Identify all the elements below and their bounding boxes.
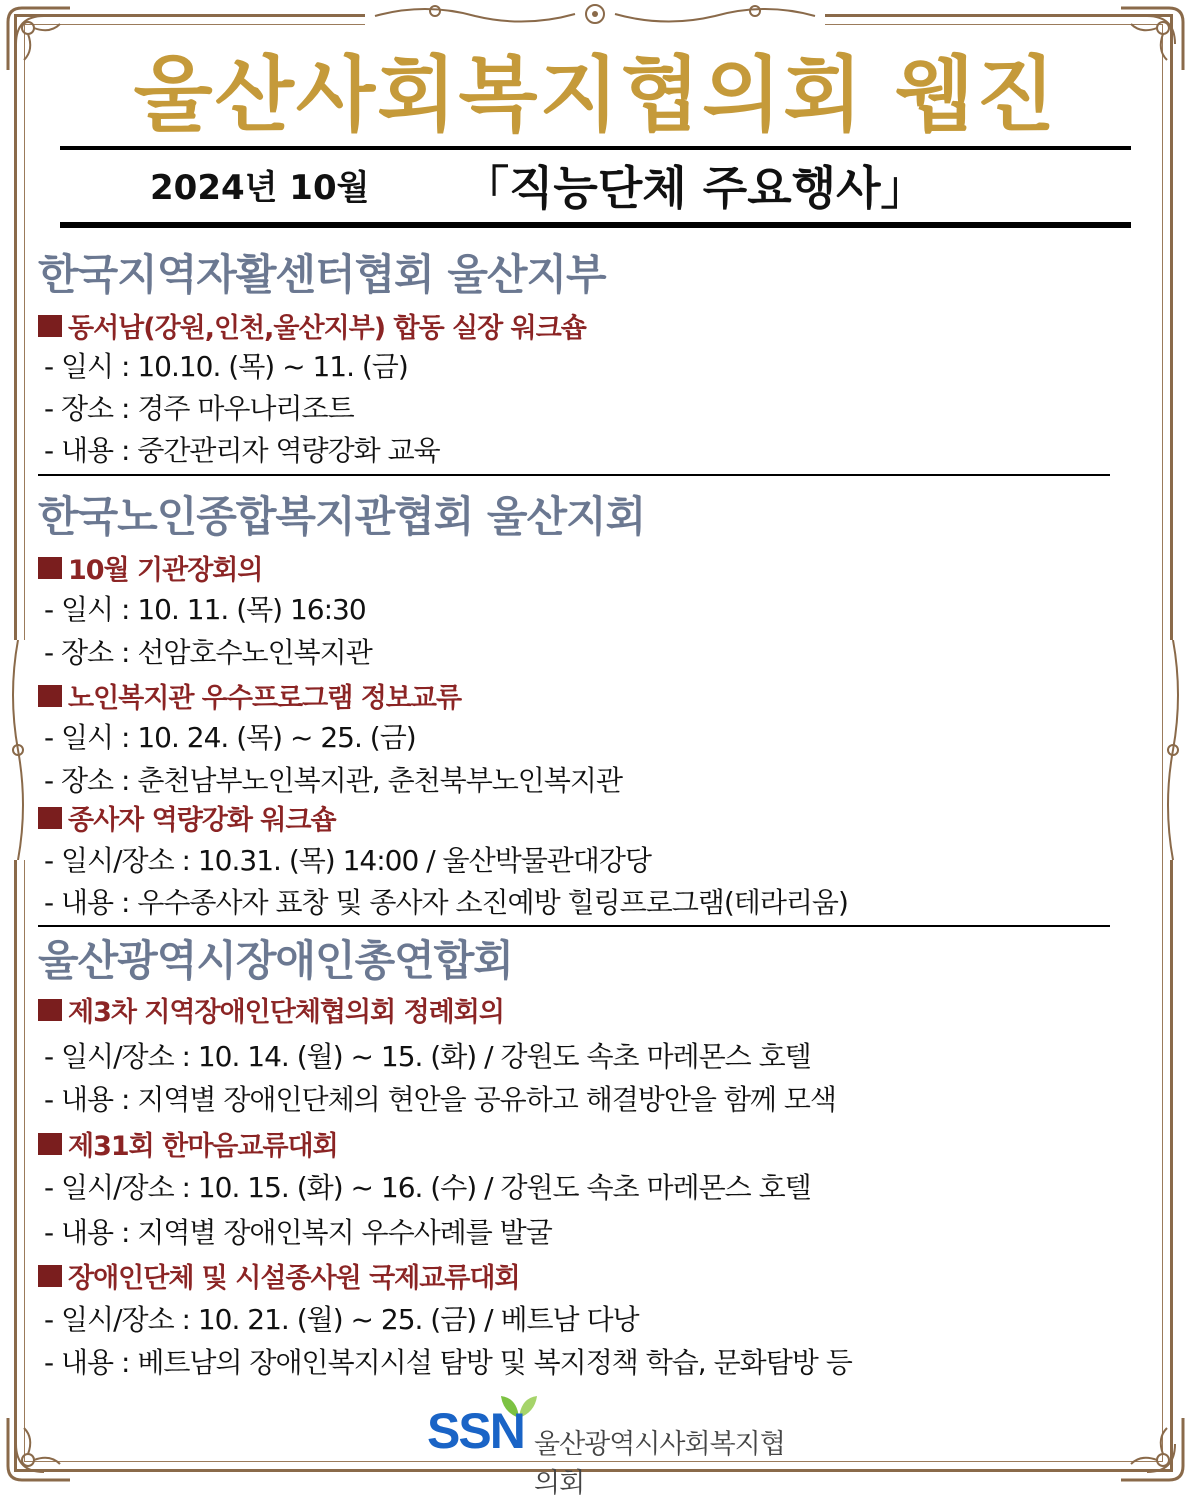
event-title [38, 1256, 520, 1295]
event-title-text: 장애인단체 및 시설종사원 국제교류대회 [68, 1263, 520, 1294]
event-detail: - 장소 : 선암호수노인복지관 [44, 636, 372, 669]
bullet-square-icon [38, 1265, 62, 1287]
bullet-square-icon [38, 1133, 62, 1155]
issue-date: 2024년 10월 [150, 168, 370, 208]
issue-topic: 「직능단체 주요행사」 [463, 161, 927, 215]
logo-org-name: 울산광역시사회복지협의회 [534, 1429, 785, 1499]
event-title-text: 종사자 역량강화 워크숍 [68, 805, 336, 836]
event-title [38, 306, 586, 345]
header-rule-top [60, 146, 1131, 150]
event-detail: - 일시 : 10. 11. (목) 16:30 [44, 593, 366, 626]
event-detail: - 내용 : 지역별 장애인복지 우수사례를 발굴 [44, 1216, 552, 1249]
section-title: 한국노인종합복지관협회 울산지회 [38, 492, 646, 541]
event-title [38, 548, 262, 587]
event-detail: - 일시 : 10. 24. (목) ~ 25. (금) [44, 721, 416, 754]
section-divider [38, 474, 1110, 476]
logo-abbreviation: SSN [427, 1403, 524, 1459]
event-detail: - 일시/장소 : 10. 14. (월) ~ 15. (화) / 강원도 속초 마레몬스 호텔 [44, 1040, 811, 1073]
event-title [38, 676, 461, 715]
page-title: 울산사회복지협의회 웹진 [133, 48, 1058, 143]
event-detail: - 내용 : 우수종사자 표창 및 종사자 소진예방 힐링프로그램(테라리움) [44, 886, 848, 919]
event-title-text: 제3차 지역장애인단체협의회 정례회의 [68, 997, 504, 1028]
organization-logo [427, 1392, 807, 1499]
bullet-square-icon [38, 807, 62, 829]
event-title-text: 동서남(강원,인천,울산지부) 합동 실장 워크숍 [68, 313, 586, 344]
section-title: 울산광역시장애인총연합회 [38, 936, 513, 985]
bullet-square-icon [38, 999, 62, 1021]
bullet-square-icon [38, 685, 62, 707]
event-detail: - 일시/장소 : 10. 21. (월) ~ 25. (금) / 베트남 다낭 [44, 1303, 639, 1336]
bullet-square-icon [38, 315, 62, 337]
event-title-text: 제31회 한마음교류대회 [68, 1131, 338, 1162]
section-divider [38, 925, 1110, 927]
event-detail: - 내용 : 베트남의 장애인복지시설 탐방 및 복지정책 학습, 문화탐방 등 [44, 1346, 852, 1379]
event-detail: - 내용 : 지역별 장애인단체의 현안을 공유하고 해결방안을 함께 모색 [44, 1083, 836, 1116]
event-title-text: 10월 기관장회의 [68, 555, 263, 586]
event-detail: - 일시/장소 : 10.31. (목) 14:00 / 울산박물관대강당 [44, 844, 651, 877]
section-title: 한국지역자활센터협회 울산지부 [38, 250, 606, 299]
event-title-text: 노인복지관 우수프로그램 정보교류 [68, 683, 462, 714]
event-detail: - 일시 : 10.10. (목) ~ 11. (금) [44, 350, 408, 383]
side-ornament-icon [1161, 640, 1185, 860]
corner-ornament-icon [1117, 1414, 1187, 1484]
event-title [38, 990, 504, 1029]
side-ornament-icon [6, 640, 30, 860]
top-ornament-icon [365, 0, 825, 30]
bullet-square-icon [38, 557, 62, 579]
event-title [38, 798, 336, 837]
event-detail: - 장소 : 경주 마우나리조트 [44, 392, 354, 425]
event-detail: - 일시/장소 : 10. 15. (화) ~ 16. (수) / 강원도 속초 마레몬스 호텔 [44, 1171, 811, 1204]
event-detail: - 내용 : 중간관리자 역량강화 교육 [44, 434, 440, 467]
corner-ornament-icon [4, 1414, 74, 1484]
header-rule-bottom [60, 222, 1131, 228]
event-detail: - 장소 : 춘천남부노인복지관, 춘천북부노인복지관 [44, 764, 623, 797]
event-title [38, 1124, 338, 1163]
